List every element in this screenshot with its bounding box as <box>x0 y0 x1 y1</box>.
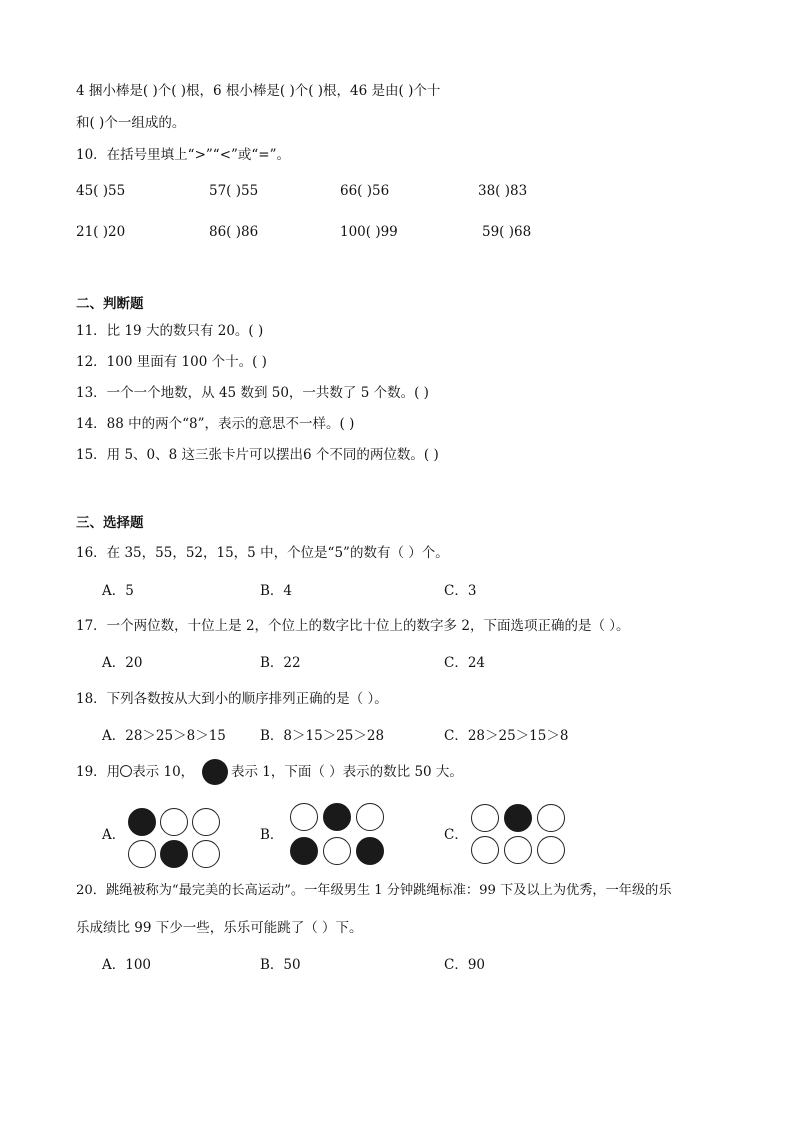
q15: 15．用 5、0、8 这三张卡片可以摆出6 个不同的两位数。( ) <box>76 447 439 463</box>
hollow-circle-icon <box>356 803 384 831</box>
q14: 14．88 中的两个“8”，表示的意思不一样。( ) <box>76 416 355 432</box>
q10-compare-8: 59( )68 <box>482 224 532 240</box>
hollow-circle-icon <box>160 808 188 836</box>
q18-option-b: B．8＞15＞25＞28 <box>260 728 385 744</box>
q19-stem <box>76 763 194 781</box>
q10-compare-6: 86( )86 <box>209 224 259 240</box>
q16-stem: 16．在 35，55，52，15，5 中，个位是“5”的数有（ ）个。 <box>76 545 449 561</box>
q10-compare-7: 100( )99 <box>340 224 398 240</box>
q20-option-a: A．100 <box>102 957 152 973</box>
q16-option-c: C．3 <box>444 583 477 599</box>
hollow-circle-icon <box>192 840 220 868</box>
q10-compare-2: 57( )55 <box>209 183 259 199</box>
q17-option-a: A．20 <box>102 655 143 671</box>
filled-circle-icon <box>202 759 228 785</box>
filled-circle-icon <box>356 837 384 865</box>
q13: 13．一个一个地数，从 45 数到 50，一共数了 5 个数。( ) <box>76 385 429 401</box>
q9-line2: 和( )个一组成的。 <box>76 115 186 131</box>
hollow-circle-icon <box>537 836 565 864</box>
q17-stem: 17．一个两位数，十位上是 2，个位上的数字比十位上的数字多 2，下面选项正确的是（ ）。 <box>76 618 630 634</box>
q11: 11．比 19 大的数只有 20。( ) <box>76 323 264 339</box>
filled-circle-icon <box>504 804 532 832</box>
q19-option-b-label: B． <box>260 827 284 843</box>
q18-stem: 18．下列各数按从大到小的顺序排列正确的是（ ）。 <box>76 691 388 707</box>
q12: 12．100 里面有 100 个十。( ) <box>76 354 267 370</box>
hollow-circle-icon <box>290 803 318 831</box>
hollow-circle-icon <box>471 836 499 864</box>
q19-stem-part-a: 19．用 <box>76 764 121 780</box>
filled-circle-icon <box>128 808 156 836</box>
q10-compare-1: 45( )55 <box>76 183 126 199</box>
q17-option-b: B．22 <box>260 655 301 671</box>
hollow-circle-icon <box>128 840 156 868</box>
filled-circle-icon <box>160 840 188 868</box>
q19-stem-part-b: 表示 10， <box>132 764 195 780</box>
filled-circle-icon <box>290 837 318 865</box>
q16-option-b: B．4 <box>260 583 293 599</box>
hollow-circle-icon <box>120 765 132 777</box>
q10-compare-4: 38( )83 <box>478 183 528 199</box>
q17-option-c: C．24 <box>444 655 486 671</box>
q18-option-c: C．28＞25＞15＞8 <box>444 728 569 744</box>
q16-option-a: A．5 <box>102 583 134 599</box>
hollow-circle-icon <box>323 837 351 865</box>
q20-line1: 20．跳绳被称为“最完美的长高运动”。一年级男生 1 分钟跳绳标准：99 下及以上为优秀，一年级的乐 <box>76 883 672 898</box>
hollow-circle-icon <box>192 808 220 836</box>
q20-option-c: C．90 <box>444 957 486 973</box>
hollow-circle-icon <box>504 836 532 864</box>
q18-option-a: A．28＞25＞8＞15 <box>102 728 226 744</box>
q10-compare-5: 21( )20 <box>76 224 126 240</box>
section-2-title: 二、判断题 <box>76 296 144 312</box>
hollow-circle-icon <box>537 804 565 832</box>
filled-circle-icon <box>323 803 351 831</box>
q20-option-b: B．50 <box>260 957 301 973</box>
q20-line2: 乐成绩比 99 下少一些，乐乐可能跳了（ ）下。 <box>76 920 363 936</box>
q19-option-c-label: C． <box>444 827 468 843</box>
q19-stem-part-c: 表示 1，下面（ ）表示的数比 50 大。 <box>231 764 463 780</box>
hollow-circle-icon <box>471 804 499 832</box>
q10-compare-3: 66( )56 <box>340 183 390 199</box>
section-3-title: 三、选择题 <box>76 515 144 531</box>
q19-option-a-label: A． <box>102 827 126 843</box>
q10-stem: 10．在括号里填上“>”“<”或“=”。 <box>76 147 291 163</box>
q9-line1: 4 捆小棒是( )个( )根，6 根小棒是( )个( )根，46 是由( )个十 <box>76 83 441 99</box>
